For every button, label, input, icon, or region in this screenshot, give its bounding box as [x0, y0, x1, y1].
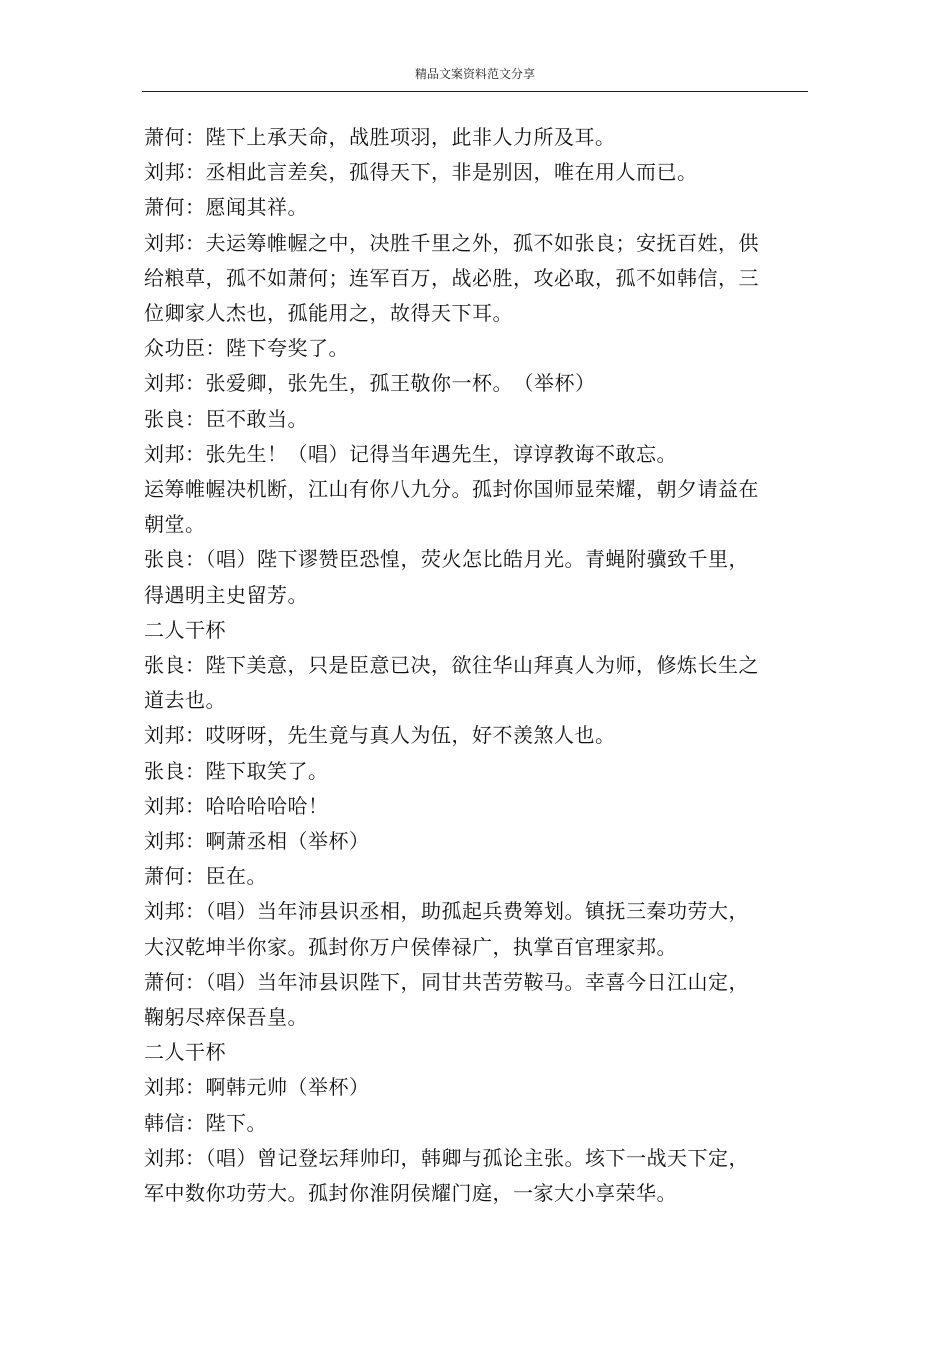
text-line: 刘邦：张爱卿，张先生，孤王敬你一杯。 （举杯） — [144, 371, 596, 396]
text-line: 韩信：陛下。 — [144, 1110, 267, 1135]
text-line: 张良：陛下美意，只是臣意已决，欲往华山拜真人为师，修炼长生之 — [144, 653, 759, 678]
text-line: 军中数你功劳大。孤封你淮阴侯耀门庭，一家大小享荣华。 — [144, 1181, 677, 1206]
text-line: 位卿家人杰也，孤能用之，故得天下耳。 — [144, 301, 513, 326]
text-line: 道去也。 — [144, 688, 226, 713]
text-line: 大汉乾坤半你家。孤封你万户侯俸禄广，执掌百官理家邦。 — [144, 934, 677, 959]
text-line: 萧何：（唱）当年沛县识陛下，同甘共苦劳鞍马。幸喜今日江山定， — [144, 969, 749, 994]
text-line: 刘邦：（唱）曾记登坛拜帅印，韩卿与孤论主张。垓下一战天下定， — [144, 1145, 749, 1170]
page-header: 精品文案资料范文分享 — [414, 67, 535, 81]
text-line: 众功臣：陛下夸奖了。 — [144, 336, 349, 361]
text-line: 鞠躬尽瘁保吾皇。 — [144, 1005, 308, 1030]
text-line: 朝堂。 — [144, 512, 206, 537]
text-line: 刘邦：（唱）当年沛县识丞相，助孤起兵费筹划。镇抚三秦功劳大， — [144, 899, 749, 924]
header-rule — [142, 91, 808, 92]
text-line: 张良：陛下取笑了。 — [144, 758, 329, 783]
text-line: 萧何：愿闻其祥。 — [144, 195, 308, 220]
text-line: 刘邦：张先生！（唱）记得当年遇先生，谆谆教诲不敢忘。 — [144, 441, 677, 466]
text-line: 得遇明主史留芳。 — [144, 582, 308, 607]
text-line: 张良：臣不敢当。 — [144, 406, 308, 431]
text-line: 萧何：臣在。 — [144, 864, 267, 889]
text-line: 刘邦：哎呀呀，先生竟与真人为伍，好不羡煞人也。 — [144, 723, 616, 748]
text-line: 张良：（唱）陛下谬赞臣恐惶，荧火怎比皓月光。青蝇附骥致千里， — [144, 547, 749, 572]
text-line: 刘邦：丞相此言差矣，孤得天下，非是别因，唯在用人而已。 — [144, 160, 698, 185]
text-line: 刘邦：啊萧丞相（举杯） — [144, 829, 370, 854]
text-line: 给粮草，孤不如萧何；连军百万，战必胜，攻必取，孤不如韩信，三 — [144, 265, 759, 290]
text-line: 二人干杯 — [144, 617, 226, 642]
text-line: 刘邦：夫运筹帷幄之中，决胜千里之外，孤不如张良；安抚百姓，供 — [144, 230, 759, 255]
text-line: 二人干杯 — [144, 1040, 226, 1065]
text-line: 萧何：陛下上承天命，战胜项羽，此非人力所及耳。 — [144, 125, 616, 149]
text-line: 运筹帷幄决机断，江山有你八九分。孤封你国师显荣耀，朝夕请益在 — [144, 477, 759, 502]
document-body — [144, 120, 784, 1211]
text-line: 刘邦：哈哈哈哈哈！ — [144, 793, 329, 818]
text-line: 刘邦：啊韩元帅（举杯） — [144, 1075, 370, 1100]
